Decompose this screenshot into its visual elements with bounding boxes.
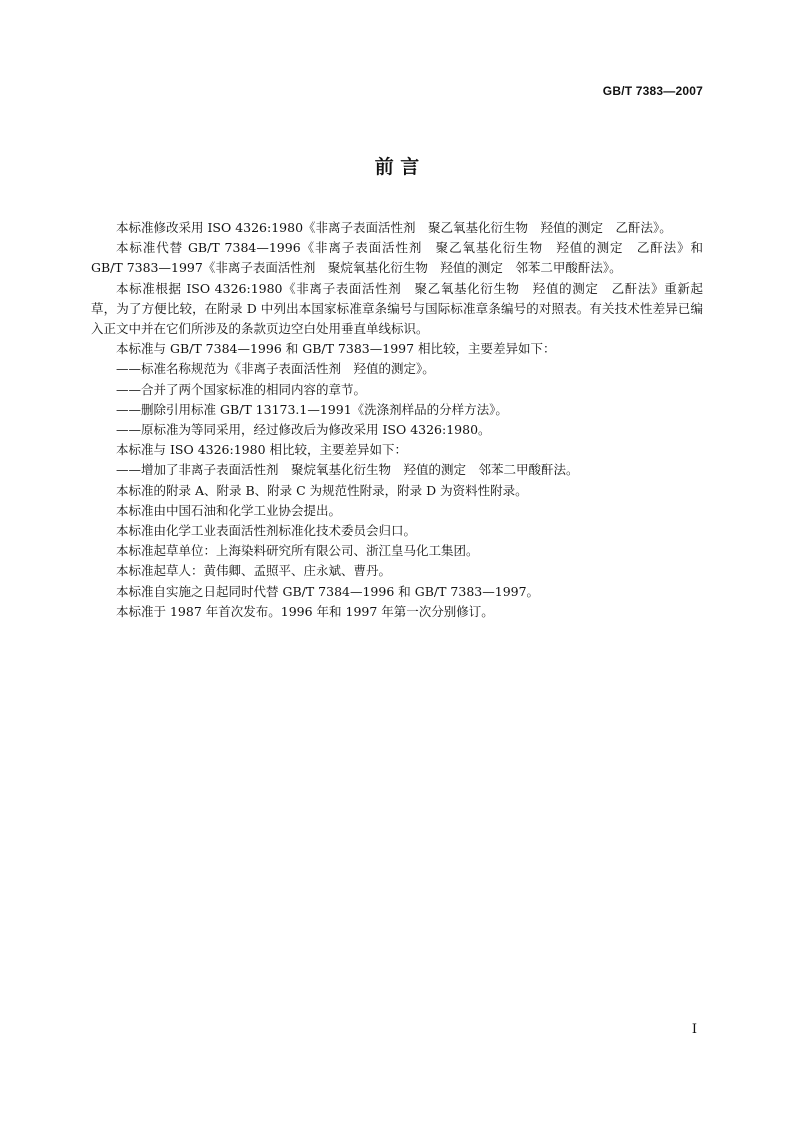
list-item: ——原标准为等同采用，经过修改后为修改采用 ISO 4326:1980。	[116, 422, 491, 438]
page-title: 前 言	[374, 156, 420, 178]
paragraph: 本标准代替 GB/T 7384—1996《非离子表面活性剂 聚乙氧基化衍生物 羟值的测定 乙酐法》和 GB/T 7383—1997《非离子表面活性剂 聚烷氧基化衍生物 羟值的测定 邻苯二甲酸酐法》。	[91, 240, 703, 276]
foreword-body	[91, 218, 703, 622]
paragraph: 本标准由中国石油和化学工业协会提出。	[116, 502, 342, 518]
paragraph: 本标准根据 ISO 4326:1980《非离子表面活性剂 聚乙氧基化衍生物 羟值的测定 乙酐法》重新起草，为了方便比较，在附录 D 中列出本国家标准章条编号与国际标准章条编号的对照表。有关技术性差异已编入正文中并在它们所涉及的条款页边空白处用垂直单线标识。	[91, 280, 703, 337]
paragraph: 本标准由化学工业表面活性剂标准化技术委员会归口。	[116, 523, 417, 539]
page-number: I	[691, 1022, 697, 1037]
paragraph: 本标准的附录 A、附录 B、附录 C 为规范性附录，附录 D 为资料性附录。	[116, 482, 528, 498]
paragraph: 本标准修改采用 ISO 4326:1980《非离子表面活性剂 聚乙氧基化衍生物 羟值的测定 乙酐法》。	[116, 220, 672, 235]
paragraph: 本标准与 ISO 4326:1980 相比较，主要差异如下：	[116, 442, 408, 458]
list-item: ——删除引用标准 GB/T 13173.1—1991《洗涤剂样品的分样方法》。	[116, 401, 508, 417]
standard-code: GB/T 7383—2007	[602, 84, 703, 98]
paragraph: 本标准自实施之日起同时代替 GB/T 7384—1996 和 GB/T 7383—1997。	[116, 583, 540, 599]
paragraph: 本标准起草单位：上海染料研究所有限公司、浙江皇马化工集团。	[116, 543, 479, 559]
paragraph: 本标准起草人：黄伟卿、孟照平、庄永斌、曹丹。	[116, 563, 392, 579]
list-item: ——标准名称规范为《非离子表面活性剂 羟值的测定》。	[116, 361, 435, 377]
paragraph: 本标准与 GB/T 7384—1996 和 GB/T 7383—1997 相比较，主要差异如下：	[116, 341, 556, 357]
list-item: ——合并了两个国家标准的相同内容的章节。	[116, 381, 367, 397]
paragraph: 本标准于 1987 年首次发布。1996 年和 1997 年第一次分别修订。	[116, 603, 494, 619]
list-item: ——增加了非离子表面活性剂 聚烷氧基化衍生物 羟值的测定 邻苯二甲酸酐法。	[116, 462, 579, 478]
